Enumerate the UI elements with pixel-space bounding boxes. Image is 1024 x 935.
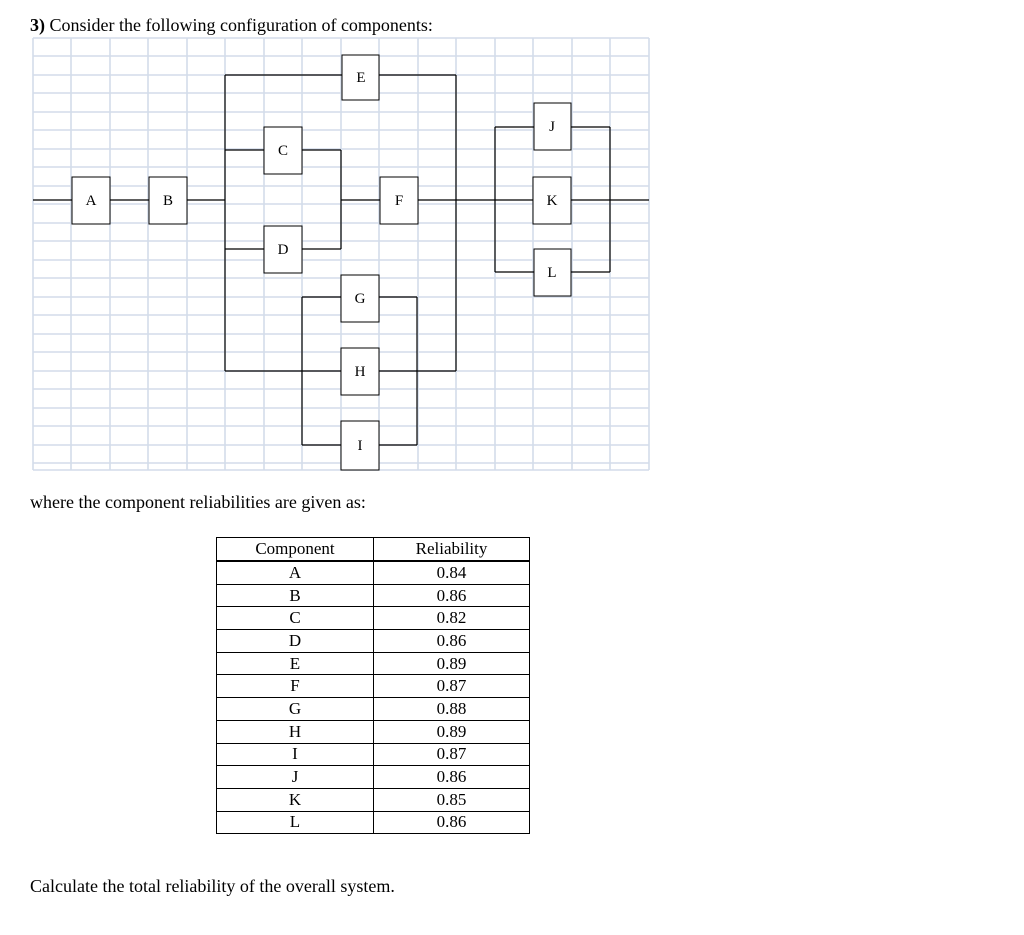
- table-row: [217, 698, 530, 721]
- cell-reliability: 0.87: [374, 743, 530, 766]
- component-l: [534, 249, 571, 296]
- cell-component: E: [217, 652, 374, 675]
- cell-reliability: 0.86: [374, 584, 530, 607]
- table-row: [217, 766, 530, 789]
- table-row: [217, 652, 530, 675]
- table-header-row: [217, 538, 530, 562]
- component-b-label: B: [162, 193, 174, 209]
- table-row: [217, 675, 530, 698]
- table-row: [217, 743, 530, 766]
- component-h: [341, 348, 379, 395]
- component-k-label: K: [546, 193, 558, 209]
- table-row: [217, 720, 530, 743]
- component-i: [341, 421, 379, 470]
- table-row: [217, 561, 530, 584]
- cell-reliability: 0.87: [374, 675, 530, 698]
- component-j-label: J: [549, 119, 555, 135]
- header-reliability: Reliability: [374, 538, 530, 562]
- cell-component: I: [217, 743, 374, 766]
- component-j: [534, 103, 571, 150]
- table-row: [217, 788, 530, 811]
- component-e: [342, 55, 379, 100]
- cell-reliability: 0.86: [374, 811, 530, 834]
- cell-reliability: 0.84: [374, 561, 530, 584]
- cell-reliability: 0.86: [374, 630, 530, 653]
- component-l-label: L: [547, 265, 557, 281]
- component-g-label: G: [354, 291, 366, 307]
- table-row: [217, 607, 530, 630]
- cell-reliability: 0.89: [374, 720, 530, 743]
- cell-component: G: [217, 698, 374, 721]
- component-k: [533, 177, 571, 224]
- cell-component: F: [217, 675, 374, 698]
- cell-component: C: [217, 607, 374, 630]
- component-f: [380, 177, 418, 224]
- header-component: Component: [217, 538, 374, 562]
- component-d: [264, 226, 302, 273]
- reliability-table: [216, 537, 530, 834]
- component-f-label: F: [394, 193, 404, 209]
- table-row: [217, 811, 530, 834]
- intro-text: where the component reliabilities are given as:: [30, 492, 366, 512]
- question-number: 3): [30, 15, 45, 35]
- cell-reliability: 0.88: [374, 698, 530, 721]
- cell-component: K: [217, 788, 374, 811]
- component-h-label: H: [354, 364, 366, 380]
- component-i-label: I: [357, 438, 363, 454]
- component-e-label: E: [356, 70, 366, 86]
- table-row: [217, 630, 530, 653]
- component-a-label: A: [85, 193, 97, 209]
- table-row: [217, 584, 530, 607]
- cell-reliability: 0.89: [374, 652, 530, 675]
- cell-component: J: [217, 766, 374, 789]
- cell-component: H: [217, 720, 374, 743]
- component-a: [72, 177, 110, 224]
- component-c: [264, 127, 302, 174]
- component-d-label: D: [277, 242, 289, 258]
- component-b: [149, 177, 187, 224]
- question-prompt: Consider the following configuration of components:: [49, 15, 433, 35]
- cell-component: B: [217, 584, 374, 607]
- cell-reliability: 0.86: [374, 766, 530, 789]
- cell-component: A: [217, 561, 374, 584]
- cell-component: L: [217, 811, 374, 834]
- cell-component: D: [217, 630, 374, 653]
- cell-reliability: 0.85: [374, 788, 530, 811]
- closing-text: Calculate the total reliability of the overall system.: [30, 876, 395, 896]
- cell-reliability: 0.82: [374, 607, 530, 630]
- component-c-label: C: [277, 143, 289, 159]
- component-g: [341, 275, 379, 322]
